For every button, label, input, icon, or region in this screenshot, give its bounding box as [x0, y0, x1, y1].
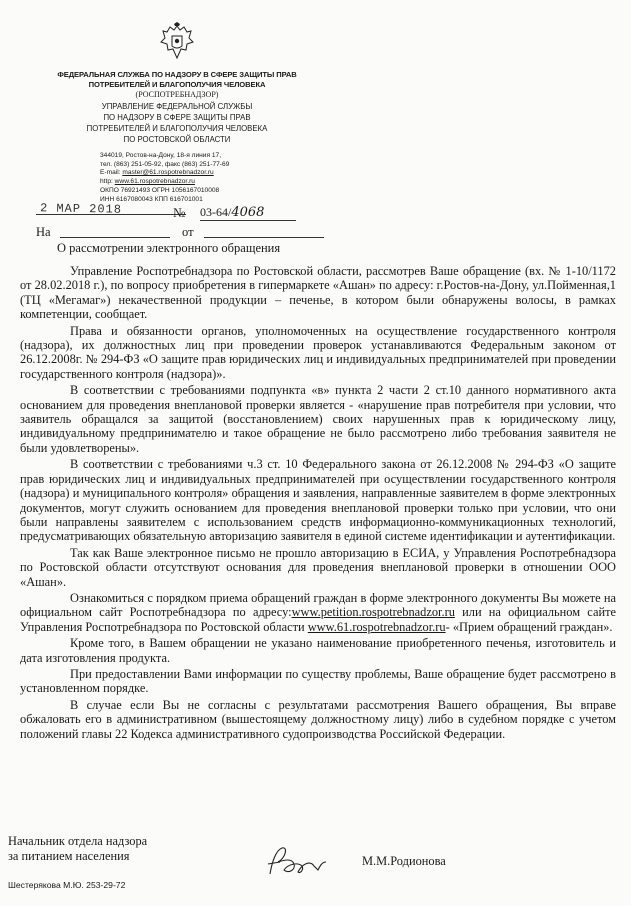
inn-kpp: ИНН 6167080043 КПП 616701001 [100, 195, 203, 203]
okpo-ogrn: ОКПО 76921493 ОГРН 1056167010008 [100, 186, 220, 194]
number-handwritten: 4068 [231, 205, 265, 220]
paragraph-5: Так как Ваше электронное письмо не прошло авторизацию в ЕСИА, у Управления Роспотребнадзора по Ростовской области отсутствуют основания для проведения внеплановой проверки в отношении ООО «Ашан». [20, 545, 616, 589]
reference-row [36, 225, 326, 241]
phone-fax: тел. (863) 251-05-92, факс (863) 251-77-69 [100, 160, 230, 168]
signatory-title-line1: Начальник отдела надзора [8, 834, 148, 848]
agency-abbr: (РОСПОТРЕБНАДЗОР) [135, 90, 219, 100]
signatory-title [8, 834, 147, 863]
website-line [100, 178, 270, 187]
email-label: E-mail: [100, 169, 123, 177]
office-name-line1: УПРАВЛЕНИЕ ФЕДЕРАЛЬНОЙ СЛУЖБЫ [101, 101, 253, 111]
paragraph-6-end: - «Прием обращений граждан». [445, 619, 613, 634]
email-line [100, 169, 270, 178]
paragraph-3: В соответствии с требованиями подпункта «в» пункта 2 части 2 ст.10 данного нормативного акта основанием для проведения внеплановой проверки является - «нарушение прав потребителя при условии, что заявитель обращался за защитой (восстановлением) своих нарушенных прав к юридическому лицу, индивидуальному предпринимателю и такое обращение не было рассмотрено либо требования заявителя не были удовлетворены». [20, 383, 616, 455]
postal-address: 344019, Ростов-на-Дону, 18-я линия 17, [100, 152, 222, 159]
office-name-line4: ПО РОСТОВСКОЙ ОБЛАСТИ [123, 134, 231, 144]
letter-body [20, 264, 616, 743]
paragraph-9: В случае если Вы не согласны с результатами рассмотрения Вашего обращения, Вы вправе обжаловать его в административном (вышестоящему должностному лицу) либо в судебном порядке с учетом положений главы 22 Кодекса административного судопроизводства Российской Федерации. [20, 697, 616, 741]
from-field [204, 237, 324, 238]
number-prefix: 03-64/ [200, 205, 232, 219]
number-sign: № [173, 205, 186, 220]
office-name-line3: ПОТРЕБИТЕЛЕЙ И БЛАГОПОЛУЧИЯ ЧЕЛОВЕКА [86, 123, 268, 133]
paragraph-7: Кроме того, в Вашем обращении не указано наименование приобретенного печенья, изготовитель и дата изготовления продукта. [20, 636, 616, 665]
contact-details [100, 152, 270, 204]
outgoing-number [200, 205, 296, 221]
on-field [60, 237, 170, 238]
signatory-title-line2: за питанием населения [8, 848, 130, 863]
regional-site-link[interactable]: www.61.rospotrebnadzor.ru [307, 619, 446, 634]
executor-contact: Шестерякова М.Ю. 253-29-72 [8, 880, 126, 890]
paragraph-6-text: Ознакомиться с порядком приема обращений граждан в форме электронного документы Вы можете на официальном сайт Роспотребнадзора по адресу: [20, 590, 616, 620]
signatory-name: М.М.Родионова [362, 854, 446, 868]
petition-link[interactable]: www.petition.rospotrebnadzor.ru [291, 605, 455, 620]
paragraph-4: В соответствии с требованиями ч.3 ст. 10 Федерального закона от 26.12.2008 № 294-ФЗ «О защите прав юридических лиц и индивидуальных предпринимателей при осуществлении государственного контроля (надзора) и муниципального контроля» обращения и заявления, направленные заявителем в форме электронных документов, могут служить основанием для проведения внеплановой проверки только при условии, что они были направлены заявителем с использованием средств информационно-коммуникационных технологий, предусматривающих обязательную авторизацию заявителя в единой системе идентификации и аутентификации. [20, 457, 616, 544]
paragraph-8: При предоставлении Вами информации по существу проблемы, Ваше обращение будет рассмотрено в установленном порядке. [20, 666, 616, 696]
date-stamp: 2 МАР 2018 [39, 201, 123, 217]
from-label: от [182, 225, 194, 239]
agency-name-line2: ПОТРЕБИТЕЛЕЙ И БЛАГОПОЛУЧИЯ ЧЕЛОВЕКА [88, 79, 266, 89]
paragraph-6-mid: или на официальном сайте Управления Роспотребнадзора по Ростовской области [20, 605, 617, 634]
letter-subject: О рассмотрении электронного обращения [57, 241, 281, 255]
on-label: На [36, 225, 51, 239]
office-name-line2: ПО НАДЗОРУ В СФЕРЕ ЗАЩИТЫ ПРАВ [103, 112, 251, 122]
website-link[interactable]: www.61.rospotrebnadzor.ru [114, 178, 195, 186]
paragraph-6 [20, 591, 616, 634]
email-link[interactable]: master@61.rospotrebnadzor.ru [122, 169, 214, 177]
letterhead [42, 70, 312, 145]
http-label: http: [100, 178, 115, 186]
paragraph-1: Управление Роспотребнадзора по Ростовской области, рассмотрев Ваше обращение (вх. № 1-10/1172 от 28.02.2018 г.), по вопросу приобретения в гипермаркете «Ашан» по адресу: г.Ростов-на-Дону, ул.Пойменная,1 (ТЦ «Мегамаг») некачественной продукции – печенье, в котором были обнаружены волосы, в рамках компетенции, сообщает. [20, 264, 616, 322]
handwritten-signature [262, 844, 332, 880]
coat-of-arms-icon [160, 22, 194, 62]
agency-name-line1: ФЕДЕРАЛЬНАЯ СЛУЖБА ПО НАДЗОРУ В СФЕРЕ ЗАЩИТЫ ПРАВ [57, 70, 297, 79]
paragraph-2: Права и обязанности органов, уполномоченных на осуществление государственного контроля (надзора), их должностных лиц при проведении проверок устанавливаются Федеральным законом от 26.12.2008г. № 294-ФЗ «О защите прав юридических лиц и индивидуальных предпринимателей при проведении государственного контроля (надзора)». [20, 323, 616, 381]
